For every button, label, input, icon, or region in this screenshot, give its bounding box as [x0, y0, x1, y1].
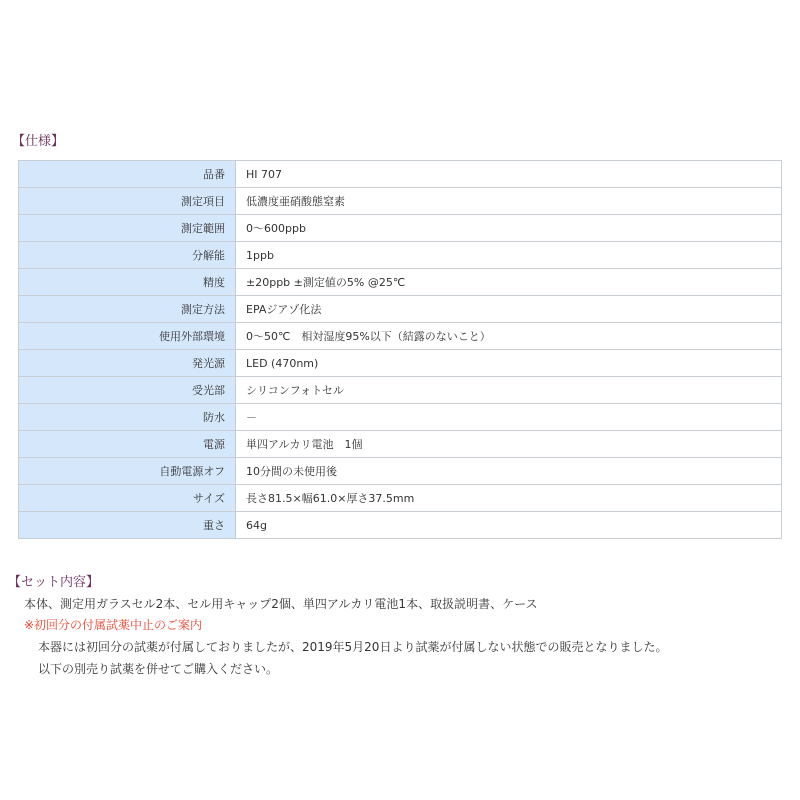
spec-label-weight: 重さ: [19, 512, 236, 539]
spec-label-product-number: 品番: [19, 161, 236, 188]
spec-value-light-source: LED (470nm): [236, 350, 782, 377]
set-contents-text: 本体、測定用ガラスセル2本、セル用キャップ2個、単四アルカリ電池1本、取扱説明書、ケース: [24, 597, 538, 611]
spec-label-auto-off: 自動電源オフ: [19, 458, 236, 485]
spec-label-measurement-range: 測定範囲: [19, 215, 236, 242]
spec-label-detector: 受光部: [19, 377, 236, 404]
spec-value-measurement-item: 低濃度亜硝酸態窒素: [236, 188, 782, 215]
spec-table: [18, 160, 782, 539]
spec-row: [19, 458, 782, 485]
spec-row: [19, 323, 782, 350]
spec-row: [19, 485, 782, 512]
reagent-notice-line: 本器には初回分の試薬が付属しておりましたが、2019年5月20日より試薬が付属しない状態での販売となりました。: [38, 640, 668, 654]
spec-row: [19, 215, 782, 242]
spec-value-accuracy: ±20ppb ±測定値の5% @25℃: [236, 269, 782, 296]
spec-label-size: サイズ: [19, 485, 236, 512]
reagent-notice-line: 以下の別売り試薬を併せてご購入ください。: [38, 662, 279, 676]
spec-value-weight: 64g: [236, 512, 782, 539]
spec-value-auto-off: 10分間の未使用後: [236, 458, 782, 485]
spec-value-product-number: HI 707: [236, 161, 782, 188]
spec-value-environment: 0～50℃ 相対湿度95%以下（結露のないこと）: [236, 323, 782, 350]
spec-value-method: EPAジアゾ化法: [236, 296, 782, 323]
spec-row: [19, 404, 782, 431]
spec-label-waterproof: 防水: [19, 404, 236, 431]
spec-row: [19, 377, 782, 404]
spec-value-detector: シリコンフォトセル: [236, 377, 782, 404]
spec-row: [19, 269, 782, 296]
spec-value-waterproof: －: [236, 404, 782, 431]
spec-value-size: 長さ81.5×幅61.0×厚さ37.5mm: [236, 485, 782, 512]
spec-row: [19, 188, 782, 215]
spec-label-light-source: 発光源: [19, 350, 236, 377]
spec-row: [19, 242, 782, 269]
spec-value-resolution: 1ppb: [236, 242, 782, 269]
spec-label-resolution: 分解能: [19, 242, 236, 269]
spec-row: [19, 350, 782, 377]
spec-label-method: 測定方法: [19, 296, 236, 323]
spec-label-power: 電源: [19, 431, 236, 458]
reagent-notice-title: ※初回分の付属試薬中止のご案内: [24, 618, 203, 632]
set-contents-heading: 【セット内容】: [8, 575, 100, 590]
spec-value-power: 単四アルカリ電池 1個: [236, 431, 782, 458]
spec-value-measurement-range: 0～600ppb: [236, 215, 782, 242]
spec-heading: 【仕様】: [12, 134, 65, 149]
spec-row: [19, 512, 782, 539]
spec-row: [19, 296, 782, 323]
spec-row: [19, 161, 782, 188]
spec-row: [19, 431, 782, 458]
spec-label-environment: 使用外部環境: [19, 323, 236, 350]
spec-label-measurement-item: 測定項目: [19, 188, 236, 215]
spec-label-accuracy: 精度: [19, 269, 236, 296]
